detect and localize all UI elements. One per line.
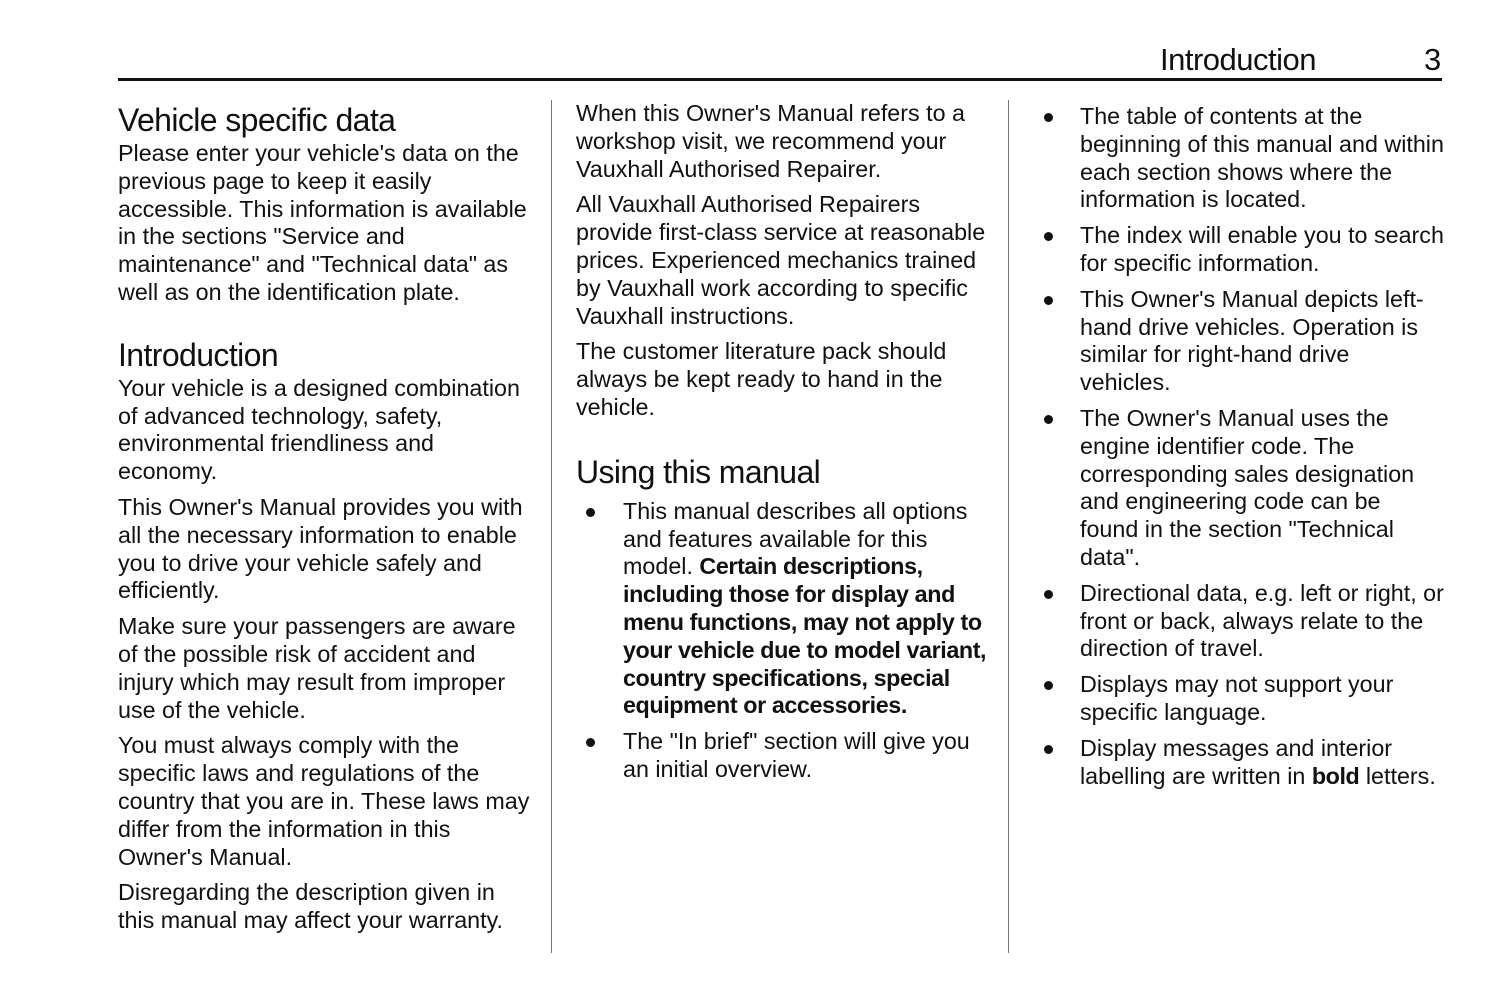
intro-paragraph-2: This Owner's Manual provides you with all the necessary information to enable you to drive your vehicle safely and efficiently. bbox=[118, 493, 523, 604]
bullet-icon bbox=[1044, 590, 1053, 599]
workshop-paragraph: When this Owner's Manual refers to a workshop visit, we recommend your Vauxhall Authorised Repairer. bbox=[576, 100, 966, 182]
list-item bbox=[1080, 580, 1444, 663]
list-item-bold-text: bold bbox=[1311, 762, 1360, 789]
list-item bbox=[1080, 671, 1444, 727]
list-item-text-end: letters. bbox=[1365, 762, 1436, 789]
intro-paragraph-4: You must always comply with the specific laws and regulations of the country that you are in. These laws may differ from the information in this Owner's Manual. bbox=[118, 732, 530, 870]
bullet-icon bbox=[586, 738, 595, 747]
heading-vehicle-specific-data: Vehicle specific data bbox=[118, 102, 396, 138]
list-item-text: The Owner's Manual uses the engine identifier code. The corresponding sales designation and engineering code can be found in the section "Technical data". bbox=[1080, 404, 1415, 570]
list-item-text: The table of contents at the beginning of this manual and within each section shows where the information is located. bbox=[1080, 103, 1444, 213]
column-divider-1 bbox=[551, 100, 552, 953]
intro-paragraph-5: Disregarding the description given in this manual may affect your warranty. bbox=[118, 879, 503, 934]
list-item-text: Display messages and interior labelling are written in bbox=[1080, 734, 1393, 789]
vehicle-data-paragraph: Please enter your vehicle's data on the previous page to keep it easily accessible. This information is available in the sections "Service and maintenance" and "Technical data" as well as on the identification plate. bbox=[118, 140, 527, 305]
using-manual-list bbox=[576, 498, 991, 784]
bullet-icon bbox=[1044, 296, 1053, 305]
repairers-paragraph: All Vauxhall Authorised Repairers provide first-class service at reasonable prices. Experienced mechanics trained by Vauxhall work according to specific Vauxhall instructions. bbox=[576, 191, 986, 329]
bullet-icon bbox=[1044, 415, 1053, 424]
list-item bbox=[1080, 286, 1444, 397]
column-2 bbox=[576, 100, 991, 784]
bullet-icon bbox=[1044, 745, 1053, 754]
list-item bbox=[623, 498, 991, 720]
list-item bbox=[1080, 735, 1444, 791]
heading-introduction: Introduction bbox=[118, 336, 279, 373]
running-header-title: Introduction bbox=[1160, 42, 1316, 77]
bullet-icon bbox=[1044, 681, 1053, 690]
list-item bbox=[1080, 222, 1444, 278]
bullet-icon bbox=[1044, 113, 1053, 122]
bullet-icon bbox=[1044, 232, 1053, 241]
list-item bbox=[623, 728, 991, 784]
page-number: 3 bbox=[1424, 42, 1442, 77]
manual-notes-list bbox=[1040, 103, 1444, 790]
list-item-bold-text: Certain descriptions, including those for display and menu functions, may not apply to your vehicle due to model variant, country specifications, special equipment or accessories. bbox=[623, 553, 987, 719]
list-item-text: The "In brief" section will give you an initial overview. bbox=[623, 728, 970, 782]
list-item-text: This Owner's Manual depicts left-hand drive vehicles. Operation is similar for right-hand drive vehicles. bbox=[1080, 285, 1424, 396]
list-item-text: Displays may not support your specific language. bbox=[1080, 671, 1394, 725]
list-item bbox=[1080, 405, 1444, 572]
column-1 bbox=[118, 100, 530, 935]
literature-paragraph: The customer literature pack should always be kept ready to hand in the vehicle. bbox=[576, 338, 947, 420]
intro-paragraph-1: Your vehicle is a designed combination of advanced technology, safety, environmental friendliness and economy. bbox=[118, 374, 520, 485]
column-divider-2 bbox=[1008, 100, 1009, 953]
column-3 bbox=[1040, 100, 1444, 790]
list-item-text: Directional data, e.g. left or right, or front or back, always relate to the direction of travel. bbox=[1080, 579, 1444, 662]
intro-paragraph-3: Make sure your passengers are aware of the possible risk of accident and injury which may result from improper use of the vehicle. bbox=[118, 613, 516, 723]
header-divider bbox=[118, 78, 1442, 81]
heading-using-this-manual: Using this manual bbox=[576, 453, 821, 490]
bullet-icon bbox=[586, 508, 595, 517]
list-item-text: This manual describes all options and features available for this model. bbox=[623, 497, 968, 580]
list-item-text: The index will enable you to search for specific information. bbox=[1080, 222, 1444, 276]
list-item bbox=[1080, 103, 1444, 214]
